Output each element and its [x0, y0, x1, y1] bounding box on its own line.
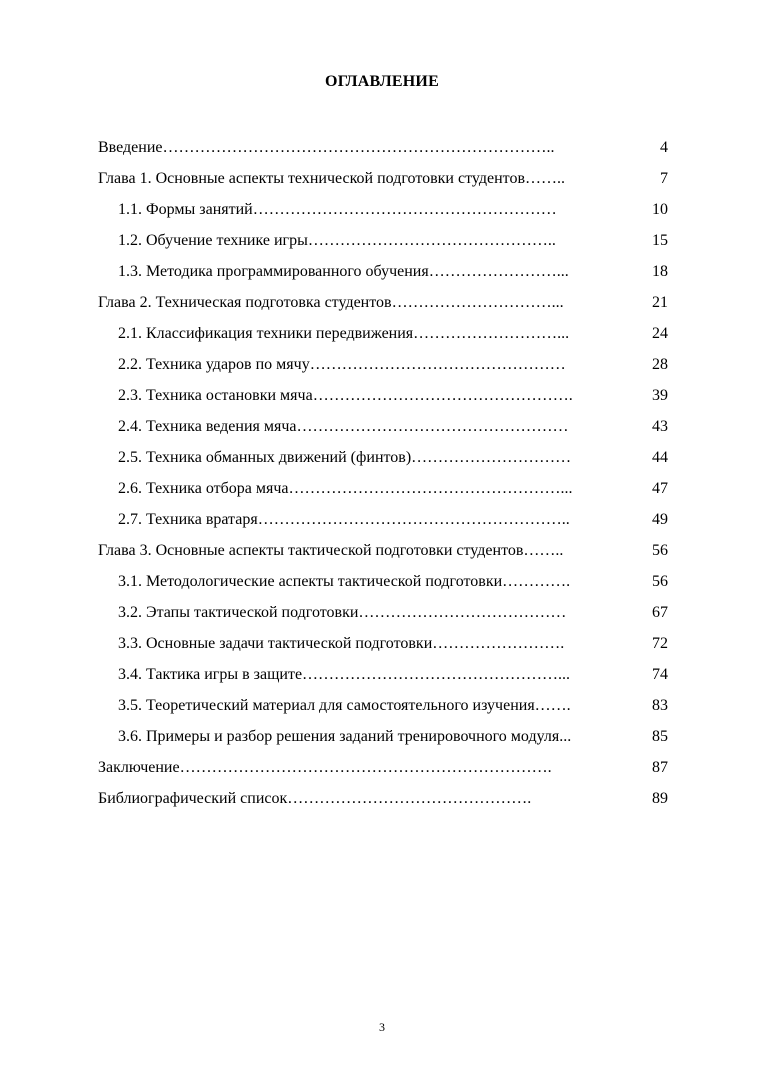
toc-entry-text: Глава 3. Основные аспекты тактической подготовки студентов……..	[98, 542, 564, 559]
toc-entry-text: Глава 2. Техническая подготовка студентов…………………………...	[98, 294, 564, 311]
toc-entry	[98, 163, 668, 194]
toc-entry-page: 4	[660, 139, 668, 156]
toc-entry-page: 43	[652, 418, 668, 435]
toc-entry-page: 47	[652, 480, 668, 497]
toc-entry-text: 1.1. Формы занятий…………………………………………………	[118, 201, 557, 218]
toc-entry-text: 3.1. Методологические аспекты тактической подготовки………….	[118, 573, 571, 590]
toc-entry-page: 21	[652, 294, 668, 311]
toc-entry	[98, 194, 668, 225]
toc-entry	[98, 225, 668, 256]
toc-entry-text: 3.3. Основные задачи тактической подготовки…………………….	[118, 635, 565, 652]
toc-entry	[98, 597, 668, 628]
toc-entry	[98, 132, 668, 163]
toc-entry-text: 2.2. Техника ударов по мячу…………………………………………	[118, 356, 566, 373]
toc-entry-page: 85	[652, 728, 668, 745]
toc-entry-text: Глава 1. Основные аспекты технической подготовки студентов……..	[98, 170, 565, 187]
toc-entry-page: 72	[652, 635, 668, 652]
toc-entry	[98, 566, 668, 597]
toc-entry-text: 2.3. Техника остановки мяча………………………………………….	[118, 387, 573, 404]
toc-title: ОГЛАВЛЕНИЕ	[325, 73, 439, 90]
toc-entry-page: 44	[652, 449, 668, 466]
toc-entry-text: 3.4. Тактика игры в защите…………………………………………...	[118, 666, 571, 683]
toc-list	[98, 132, 668, 814]
toc-entry	[98, 318, 668, 349]
toc-entry-page: 67	[652, 604, 668, 621]
toc-entry-text: Введение………………………………………………………………..	[98, 139, 555, 156]
toc-entry-page: 87	[652, 759, 668, 776]
toc-entry-text: 1.3. Методика программированного обучения……………………...	[118, 263, 569, 280]
toc-entry-text: 3.2. Этапы тактической подготовки…………………………………	[118, 604, 567, 621]
toc-entry-text: 3.6. Примеры и разбор решения заданий тренировочного модуля...	[118, 728, 572, 745]
toc-entry	[98, 349, 668, 380]
toc-entry	[98, 628, 668, 659]
toc-entry	[98, 473, 668, 504]
toc-entry	[98, 442, 668, 473]
toc-entry-page: 39	[652, 387, 668, 404]
toc-entry-page: 56	[652, 542, 668, 559]
toc-entry	[98, 535, 668, 566]
toc-entry-text: 1.2. Обучение технике игры………………………………………..	[118, 232, 556, 249]
toc-entry-page: 89	[652, 790, 668, 807]
toc-entry	[98, 690, 668, 721]
toc-entry-page: 49	[652, 511, 668, 528]
toc-entry	[98, 752, 668, 783]
page-number: 3	[379, 1020, 385, 1034]
toc-entry-page: 74	[652, 666, 668, 683]
toc-entry-text: 2.7. Техника вратаря…………………………………………………..	[118, 511, 570, 528]
toc-entry-text: Библиографический список……………………………………….	[98, 790, 532, 807]
toc-entry-text: Заключение…………………………………………………………….	[98, 759, 552, 776]
toc-entry-page: 56	[652, 573, 668, 590]
toc-entry	[98, 411, 668, 442]
toc-entry-page: 83	[652, 697, 668, 714]
toc-entry-page: 18	[652, 263, 668, 280]
toc-entry	[98, 659, 668, 690]
toc-entry-page: 28	[652, 356, 668, 373]
toc-entry	[98, 380, 668, 411]
toc-entry-page: 15	[652, 232, 668, 249]
toc-entry-page: 24	[652, 325, 668, 342]
toc-entry-text: 2.4. Техника ведения мяча……………………………………………	[118, 418, 569, 435]
toc-entry	[98, 287, 668, 318]
toc-entry	[98, 256, 668, 287]
toc-entry	[98, 783, 668, 814]
toc-entry-page: 7	[660, 170, 668, 187]
toc-entry	[98, 721, 668, 752]
toc-entry-text: 2.6. Техника отбора мяча……………………………………………...	[118, 480, 573, 497]
toc-entry-text: 2.1. Классификация техники передвижения………………………...	[118, 325, 570, 342]
toc-entry-text: 3.5. Теоретический материал для самостоятельного изучения…….	[118, 697, 571, 714]
toc-entry-page: 10	[652, 201, 668, 218]
toc-entry-text: 2.5. Техника обманных движений (финтов)…………………………	[118, 449, 572, 466]
toc-entry	[98, 504, 668, 535]
